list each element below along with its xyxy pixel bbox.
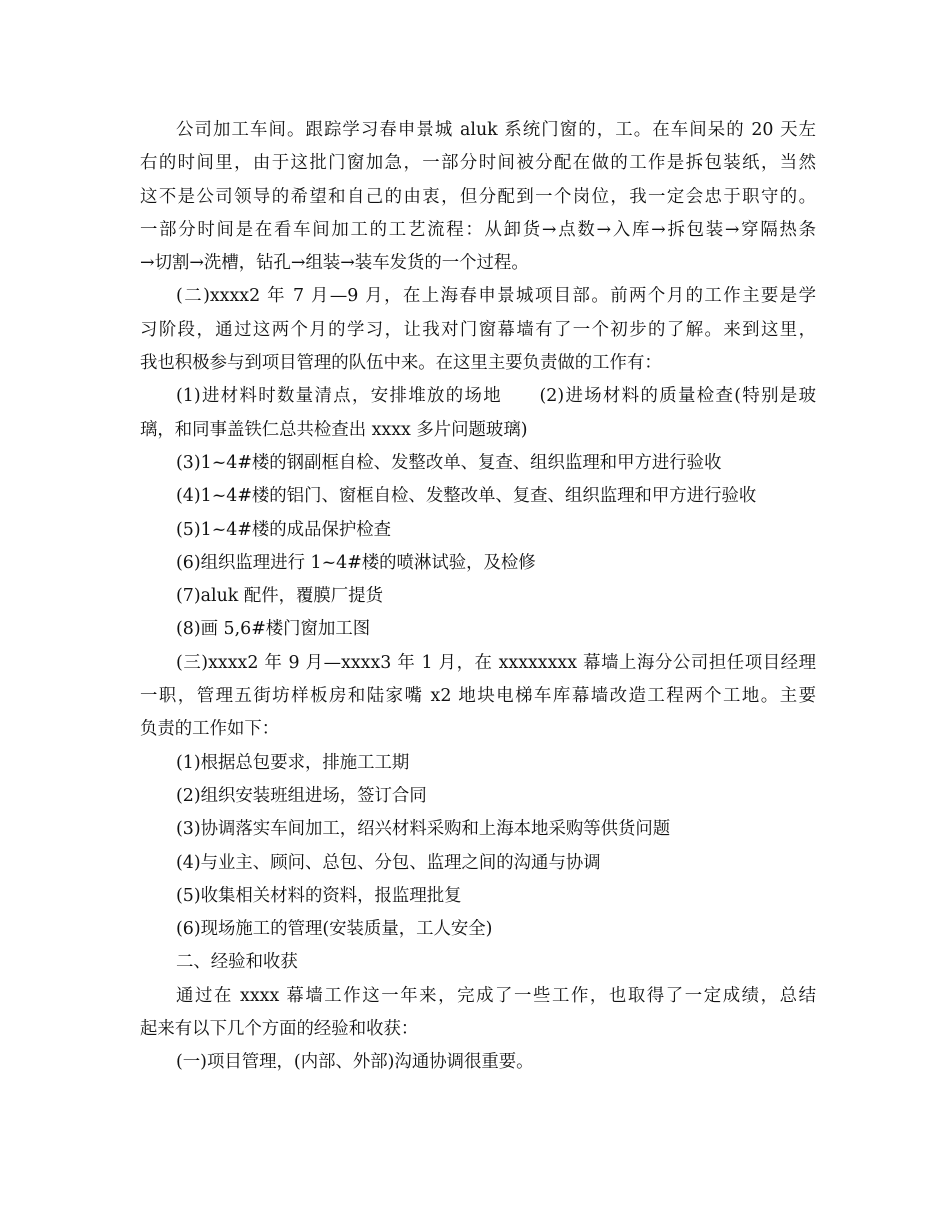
- text-line: 公司加工车间。跟踪学习春申景城 aluk 系统门窗的，工。在车间呆的 20 天左: [176, 120, 816, 140]
- text-line: (5)1~4#楼的成品保护检查: [176, 519, 392, 540]
- text-line: (4)与业主、顾问、总包、分包、监理之间的沟通与协调: [176, 852, 601, 873]
- text-line: 通过在 xxxx 幕墙工作这一年来，完成了一些工作，也取得了一定成绩，总结: [176, 985, 816, 1006]
- text-line: (4)1~4#楼的铝门、窗框自检、发整改单、复查、组织监理和甲方进行验收: [176, 486, 757, 507]
- text-line: (6)现场施工的管理(安装质量，工人安全): [176, 919, 493, 940]
- text-line: 璃，和同事盖铁仁总共检查出 xxxx 多片问题玻璃): [140, 419, 528, 440]
- text-line: (3)1~4#楼的钢副框自检、发整改单、复查、组织监理和甲方进行验收: [176, 452, 722, 473]
- document-body: [140, 114, 816, 1080]
- text-line: 这不是公司领导的希望和自己的由衷，但分配到一个岗位，我一定会忠于职守的。: [140, 186, 816, 207]
- text-line: (1)根据总包要求，排施工工期: [176, 752, 410, 773]
- text-line: 习阶段，通过这两个月的学习，让我对门窗幕墙有了一个初步的了解。来到这里，: [140, 319, 816, 340]
- text-line: (8)画 5,6#楼门窗加工图: [176, 619, 371, 640]
- text-line: 起来有以下几个方面的经验和收获：: [140, 1019, 419, 1040]
- text-line: (2)组织安装班组进场，签订合同: [176, 785, 427, 806]
- text-line: 我也积极参与到项目管理的队伍中来。在这里主要负责做的工作有：: [140, 353, 662, 374]
- text-line: 二、经验和收获: [176, 952, 298, 973]
- text-line: 右的时间里，由于这批门窗加急，一部分时间被分配在做的工作是拆包装纸，当然: [140, 153, 816, 174]
- text-line: (5)收集相关材料的资料，报监理批复: [176, 885, 462, 906]
- text-line: (1)进材料时数量清点，安排堆放的场地 (2)进场材料的质量检查(特别是玻: [176, 386, 816, 407]
- text-line: 一部分时间是在看车间加工的工艺流程：从卸货→点数→入库→拆包装→穿隔热条: [140, 219, 816, 240]
- text-line: (7)aluk 配件，覆膜厂提货: [176, 586, 383, 607]
- text-line: (三)xxxx2 年 9 月—xxxx3 年 1 月，在 xxxxxxxx 幕墙上海分公司担任项目经理: [176, 652, 816, 673]
- text-line: 负责的工作如下：: [140, 719, 280, 740]
- text-line: (一)项目管理，(内部、外部)沟通协调很重要。: [176, 1052, 534, 1073]
- text-line: (3)协调落实车间加工，绍兴材料采购和上海本地采购等供货问题: [176, 819, 671, 840]
- text-line: (6)组织监理进行 1~4#楼的喷淋试验，及检修: [176, 552, 536, 573]
- text-line: (二)xxxx2 年 7 月—9 月，在上海春申景城项目部。前两个月的工作主要是学: [176, 286, 816, 307]
- text-line: 一职，管理五街坊样板房和陆家嘴 x2 地块电梯车库幕墙改造工程两个工地。主要: [140, 686, 816, 707]
- text-line: →切割→洗槽，钻孔→组装→装车发货的一个过程。: [140, 253, 529, 274]
